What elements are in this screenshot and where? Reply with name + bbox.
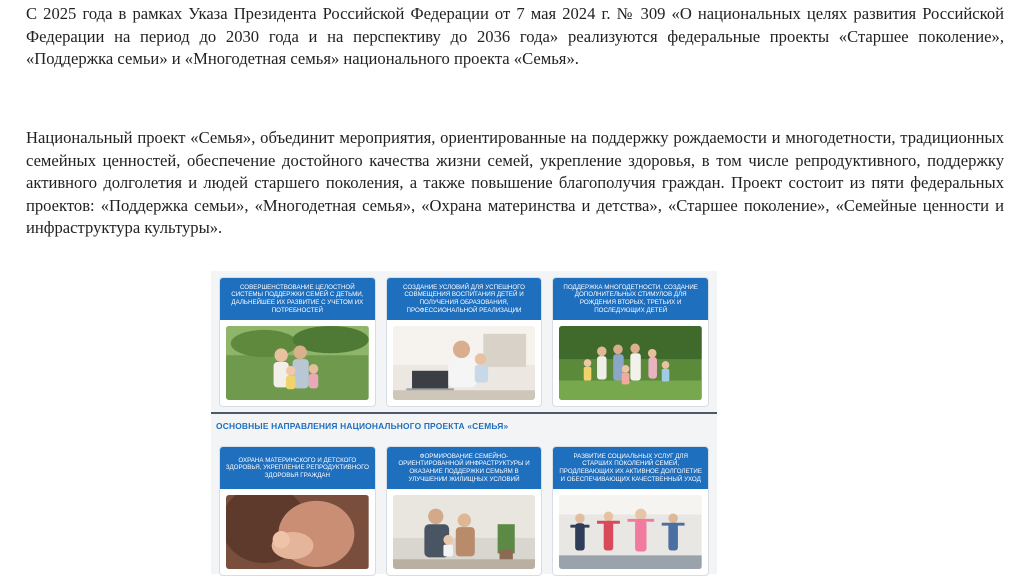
card-senior-services bbox=[552, 446, 709, 576]
card-large-families bbox=[552, 277, 709, 407]
card-caption: СОВЕРШЕНСТВОВАНИЕ ЦЕЛОСТНОЙ СИСТЕМЫ ПОДДЕРЖКИ СЕМЕЙ С ДЕТЬМИ, ДАЛЬНЕЙШЕЕ ИХ РАЗВИТИЕ С УЧЕТОМ ИХ ПОТРЕБНОСТЕЙ bbox=[220, 278, 375, 320]
card-caption: ПОДДЕРЖКА МНОГОДЕТНОСТИ, СОЗДАНИЕ ДОПОЛНИТЕЛЬНЫХ СТИМУЛОВ ДЛЯ РОЖДЕНИЯ ВТОРЫХ, ТРЕТЬИХ И ПОСЛЕДУЮЩИХ ДЕТЕЙ bbox=[553, 278, 708, 320]
family-photo bbox=[226, 326, 369, 400]
card-caption: ОХРАНА МАТЕРИНСКОГО И ДЕТСКОГО ЗДОРОВЬЯ, УКРЕПЛЕНИЕ РЕПРОДУКТИВНОГО ЗДОРОВЬЯ ГРАЖДАН bbox=[220, 447, 375, 489]
card-family-support bbox=[219, 277, 376, 407]
card-row-top bbox=[219, 277, 709, 407]
mother-laptop-photo bbox=[393, 326, 536, 400]
large-family-photo bbox=[559, 326, 702, 400]
family-home-photo bbox=[393, 495, 536, 569]
card-education-balance bbox=[386, 277, 543, 407]
card-caption: СОЗДАНИЕ УСЛОВИЙ ДЛЯ УСПЕШНОГО СОВМЕЩЕНИЯ ВОСПИТАНИЯ ДЕТЕЙ И ПОЛУЧЕНИЯ ОБРАЗОВАНИЯ, ПРОФЕССИОНАЛЬНОЙ РЕАЛИЗАЦИИ bbox=[387, 278, 542, 320]
paragraph-project-description: Национальный проект «Семья», объединит мероприятия, ориентированные на поддержку рождаемости и многодетности, традиционных семейных ценностей, обеспечение достойного качества жизни семей, укрепление здоровья, в том числе репродуктивного, поддержку активного долголетия и людей старшего поколения, а также повышение благополучия граждан. Проект состоит из пяти федеральных проектов: «Поддержка семьи», «Многодетная семья», «Охрана материнства и детства», «Старшее поколение», «Семейные ценности и инфраструктура культуры». bbox=[26, 128, 1004, 237]
infographic-family-project bbox=[211, 271, 717, 574]
card-housing-support bbox=[386, 446, 543, 576]
card-maternal-health bbox=[219, 446, 376, 576]
section-title: ОСНОВНЫЕ НАПРАВЛЕНИЯ НАЦИОНАЛЬНОГО ПРОЕКТА «СЕМЬЯ» bbox=[216, 421, 509, 431]
section-divider bbox=[211, 412, 717, 414]
card-caption: ФОРМИРОВАНИЕ СЕМЕЙНО-ОРИЕНТИРОВАННОЙ ИНФРАСТРУКТУРЫ И ОКАЗАНИЕ ПОДДЕРЖКИ СЕМЬЯМ В УЛУЧШЕНИИ ЖИЛИЩНЫХ УСЛОВИЙ bbox=[387, 447, 542, 489]
paragraph-decree: С 2025 года в рамках Указа Президента Российской Федерации от 7 мая 2024 г. № 309 «О национальных целях развития Российской Федерации на период до 2030 года и на перспективу до 2036 года» реализуются федеральные проекты «Старшее поколение», «Поддержка семьи» и «Многодетная семья» национального проекта «Семья». bbox=[26, 4, 1004, 68]
seniors-exercise-photo bbox=[559, 495, 702, 569]
card-row-bottom bbox=[219, 446, 709, 576]
card-caption: РАЗВИТИЕ СОЦИАЛЬНЫХ УСЛУГ ДЛЯ СТАРШИХ ПОКОЛЕНИЙ СЕМЕЙ, ПРОДЛЕВАЮЩИХ ИХ АКТИВНОЕ ДОЛГОЛЕТИЕ И ОБЕСПЕЧИВАЮЩИХ КАЧЕСТВЕННЫЙ УХОД bbox=[553, 447, 708, 489]
mother-baby-photo bbox=[226, 495, 369, 569]
